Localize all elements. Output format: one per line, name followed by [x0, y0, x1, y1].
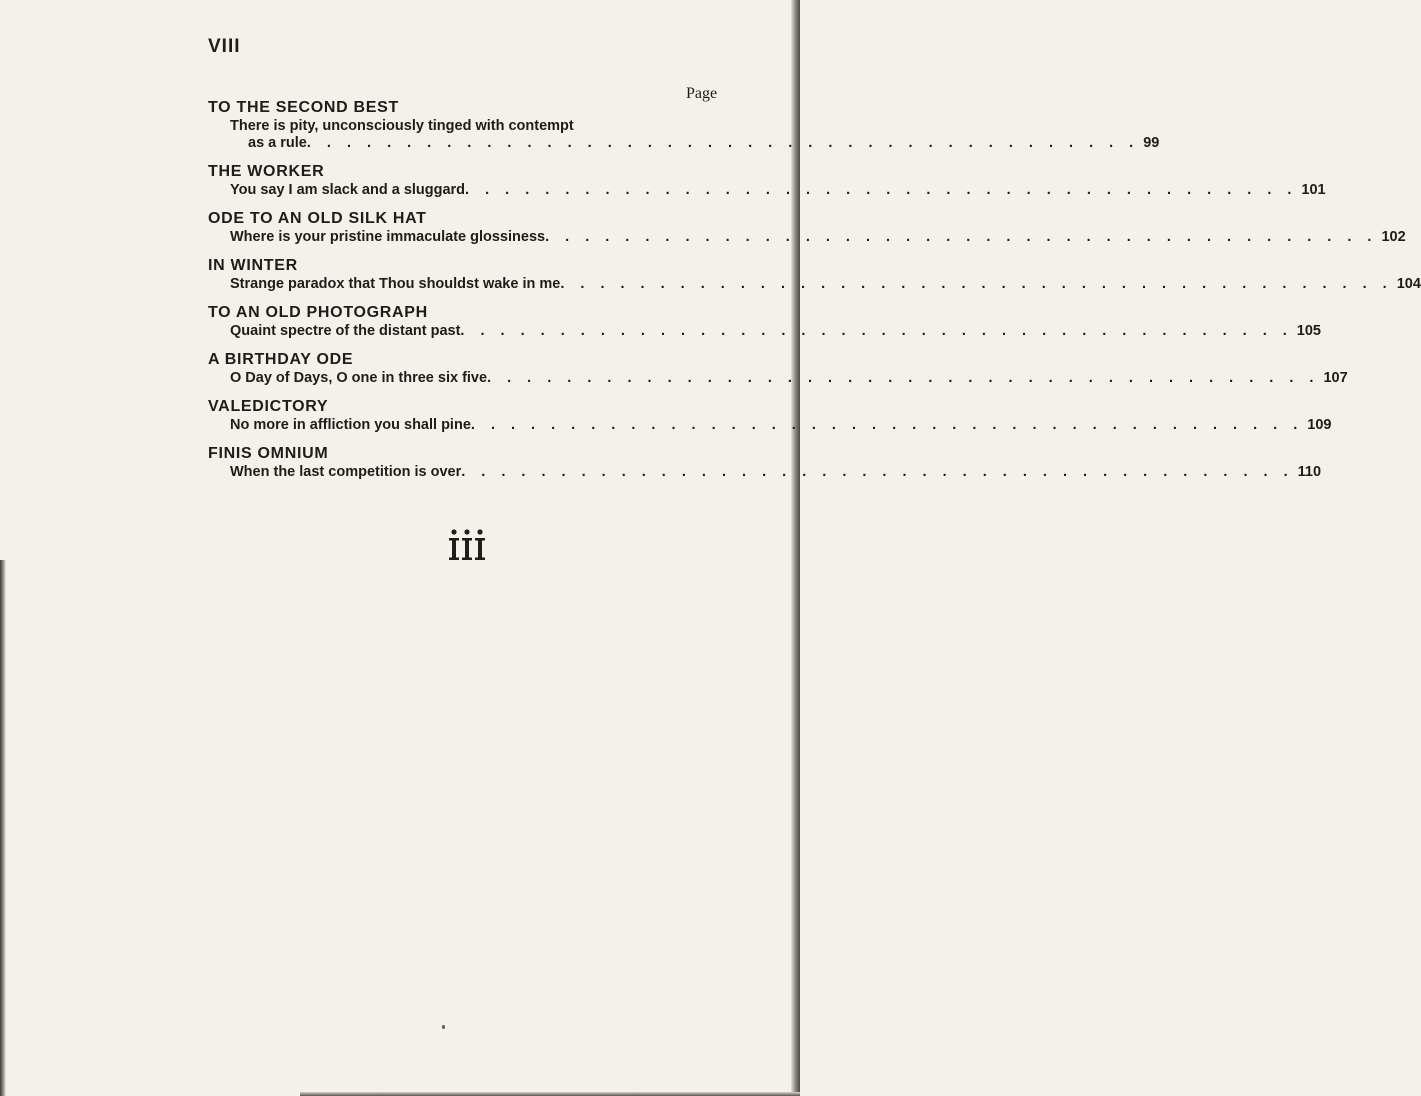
- ornament-stem: [465, 540, 469, 558]
- first-line-text: No more in affliction you shall pine: [230, 417, 471, 433]
- first-line-text: as a rule: [248, 135, 307, 151]
- dot-leader: . . . . . . . . . . . . . . . . . . . . . . . . . . . . . . . . . . . . . . . . . .: [306, 135, 1140, 151]
- ornament-stem: [452, 540, 456, 558]
- page-number: 104: [1396, 276, 1421, 292]
- poem-first-line: [208, 417, 1332, 434]
- poem-first-line-continued: [208, 135, 1160, 152]
- table-of-contents: [208, 98, 1421, 491]
- poem-title: ODE TO AN OLD SILK HAT: [208, 210, 427, 227]
- first-line-text: O Day of Days, O one in three six five: [230, 370, 488, 386]
- toc-entry: [208, 303, 1321, 340]
- ornament-dot: [477, 529, 482, 534]
- ink-speck: [442, 1025, 445, 1029]
- poem-first-line: [208, 182, 1326, 199]
- page-edge-shadow-left: [0, 560, 6, 1096]
- dot-leader: . . . . . . . . . . . . . . . . . . . . . . . . . . . . . . . . . . . . . . . . . .: [560, 276, 1393, 292]
- page-number: 110: [1297, 464, 1322, 480]
- poem-title: TO AN OLD PHOTOGRAPH: [208, 304, 428, 321]
- poem-title: THE WORKER: [208, 163, 325, 180]
- first-line-text: Strange paradox that Thou shouldst wake in me: [230, 276, 561, 292]
- triple-dotted-i-ornament-icon: [447, 528, 487, 562]
- ornament-serif-bottom: [449, 558, 459, 561]
- toc-entry: [208, 98, 1160, 152]
- toc-entry: [208, 397, 1332, 434]
- poem-first-line: [208, 276, 1421, 293]
- page-number: 107: [1323, 370, 1348, 386]
- ornament-dot: [451, 529, 456, 534]
- poem-first-line: [208, 229, 1406, 246]
- page-column-label: Page: [686, 85, 718, 102]
- poem-first-line: [208, 323, 1321, 340]
- poem-first-line: There is pity, unconsciously tinged with contempt: [230, 118, 574, 134]
- first-line-text: You say I am slack and a sluggard: [230, 182, 466, 198]
- ornament-svg: [447, 528, 487, 562]
- page-number-roman: VIII: [208, 36, 241, 57]
- poem-first-line: [208, 464, 1322, 481]
- page-number: 99: [1143, 135, 1160, 151]
- dot-leader: . . . . . . . . . . . . . . . . . . . . . . . . . . . . . . . . . . . . . . . . . .: [487, 370, 1320, 386]
- poem-title: IN WINTER: [208, 257, 298, 274]
- dot-leader: . . . . . . . . . . . . . . . . . . . . . . . . . . . . . . . . . . . . . . . . . .: [460, 323, 1293, 339]
- page-edge-shadow-bottom: [300, 1092, 800, 1096]
- dot-leader: . . . . . . . . . . . . . . . . . . . . . . . . . . . . . . . . . . . . . . . . . .: [545, 229, 1378, 245]
- toc-entry: [208, 256, 1421, 293]
- poem-title: FINIS OMNIUM: [208, 445, 329, 462]
- poem-title: VALEDICTORY: [208, 398, 329, 415]
- page-edge-shadow-right: [791, 0, 800, 1096]
- toc-entry: [208, 444, 1322, 481]
- toc-entry: [208, 209, 1406, 246]
- first-line-text: Quaint spectre of the distant past: [230, 323, 461, 339]
- ornament-serif-bottom: [475, 558, 485, 561]
- dot-leader: . . . . . . . . . . . . . . . . . . . . . . . . . . . . . . . . . . . . . . . . . .: [465, 182, 1298, 198]
- poem-first-line: [208, 370, 1348, 387]
- page-number: 102: [1381, 229, 1406, 245]
- ornament-stem: [478, 540, 482, 558]
- page-number: 109: [1307, 417, 1332, 433]
- ornament-dot: [464, 529, 469, 534]
- first-line-text: Where is your pristine immaculate glossiness: [230, 229, 546, 245]
- poem-title: A BIRTHDAY ODE: [208, 351, 354, 368]
- poem-title: TO THE SECOND BEST: [208, 99, 399, 116]
- dot-leader: . . . . . . . . . . . . . . . . . . . . . . . . . . . . . . . . . . . . . . . . . .: [461, 464, 1294, 480]
- ornament-serif-bottom: [462, 558, 472, 561]
- page-number: 105: [1296, 323, 1321, 339]
- toc-entry: [208, 350, 1348, 387]
- page-number: 101: [1301, 182, 1326, 198]
- toc-entry: [208, 162, 1326, 199]
- first-line-text: When the last competition is over: [230, 464, 462, 480]
- dot-leader: . . . . . . . . . . . . . . . . . . . . . . . . . . . . . . . . . . . . . . . . . .: [470, 417, 1304, 433]
